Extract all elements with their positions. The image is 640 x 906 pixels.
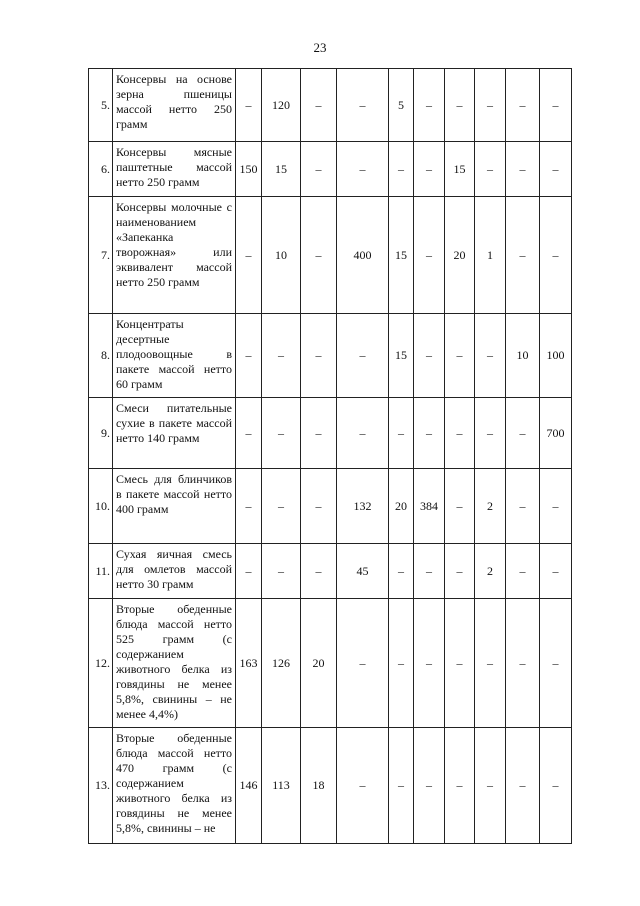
value-cell: – [475,728,506,844]
row-number: 11. [89,544,113,599]
value-cell: – [337,398,389,469]
value-cell: 15 [389,197,414,314]
value-cell: 2 [475,544,506,599]
value-cell: – [337,728,389,844]
value-cell: 132 [337,469,389,544]
value-cell: – [389,544,414,599]
value-cell: – [414,728,445,844]
value-cell: 120 [262,69,301,142]
value-cell: – [236,398,262,469]
value-cell: – [506,69,540,142]
value-cell: 20 [445,197,475,314]
value-cell: 700 [540,398,572,469]
value-cell: – [506,197,540,314]
row-number: 7. [89,197,113,314]
value-cell: – [414,398,445,469]
value-cell: – [445,69,475,142]
product-name: Консервы молочные с наименованием «Запеканка творожная» или эквивалент массой нетто 250 грамм [113,197,236,314]
product-name: Сухая яичная смесь для омлетов массой нетто 30 грамм [113,544,236,599]
table-row [89,69,572,142]
value-cell: 15 [445,142,475,197]
value-cell: 15 [389,314,414,398]
product-name: Вторые обеденные блюда массой нетто 525 грамм (с содержанием животного белка из говядины не менее 5,8%, свинины – не менее 4,4%) [113,599,236,728]
product-name: Консервы мясные паштетные массой нетто 250 грамм [113,142,236,197]
value-cell: – [414,197,445,314]
value-cell: – [414,69,445,142]
value-cell: – [337,314,389,398]
value-cell: – [337,142,389,197]
value-cell: – [506,398,540,469]
value-cell: – [389,142,414,197]
table-row [89,599,572,728]
value-cell: – [236,69,262,142]
row-number: 12. [89,599,113,728]
value-cell: 150 [236,142,262,197]
value-cell: – [445,469,475,544]
value-cell: – [301,142,337,197]
row-number: 8. [89,314,113,398]
value-cell: – [236,314,262,398]
ration-table [88,68,572,844]
value-cell: – [506,728,540,844]
page-number: 23 [313,40,327,55]
table-row [89,142,572,197]
value-cell: 10 [506,314,540,398]
value-cell: – [301,544,337,599]
table-row [89,314,572,398]
value-cell: – [414,142,445,197]
value-cell: – [301,69,337,142]
value-cell: – [389,599,414,728]
value-cell: – [301,398,337,469]
value-cell: – [337,599,389,728]
value-cell: – [337,69,389,142]
value-cell: – [414,314,445,398]
row-number: 10. [89,469,113,544]
value-cell: – [506,142,540,197]
value-cell: 384 [414,469,445,544]
product-name: Консервы на основе зерна пшеницы массой нетто 250 грамм [113,69,236,142]
product-name: Концентраты десертные плодоовощные в пакете массой нетто 60 грамм [113,314,236,398]
table-row [89,728,572,844]
value-cell: – [475,314,506,398]
value-cell: – [540,728,572,844]
value-cell: – [445,398,475,469]
value-cell: 100 [540,314,572,398]
value-cell: – [475,69,506,142]
value-cell: 163 [236,599,262,728]
product-name: Вторые обеденные блюда массой нетто 470 грамм (с содержанием животного белка из говядины не менее 5,8%, свинины – не [113,728,236,844]
value-cell: – [475,398,506,469]
row-number: 5. [89,69,113,142]
value-cell: – [301,197,337,314]
value-cell: – [540,469,572,544]
value-cell: 45 [337,544,389,599]
value-cell: 400 [337,197,389,314]
row-number: 6. [89,142,113,197]
table-row [89,469,572,544]
value-cell: – [506,599,540,728]
value-cell: – [262,544,301,599]
value-cell: 18 [301,728,337,844]
value-cell: 1 [475,197,506,314]
value-cell: – [389,398,414,469]
value-cell: – [262,398,301,469]
value-cell: – [445,314,475,398]
value-cell: 20 [389,469,414,544]
row-number: 9. [89,398,113,469]
value-cell: 5 [389,69,414,142]
value-cell: – [301,469,337,544]
value-cell: – [506,469,540,544]
value-cell: – [389,728,414,844]
value-cell: – [236,469,262,544]
value-cell: – [236,197,262,314]
value-cell: 15 [262,142,301,197]
value-cell: – [540,142,572,197]
value-cell: 113 [262,728,301,844]
value-cell: – [540,197,572,314]
value-cell: 126 [262,599,301,728]
value-cell: – [506,544,540,599]
value-cell: – [236,544,262,599]
value-cell: – [445,599,475,728]
row-number: 13. [89,728,113,844]
value-cell: – [540,69,572,142]
value-cell: 10 [262,197,301,314]
value-cell: – [262,314,301,398]
table-row [89,544,572,599]
product-name: Смеси питательные сухие в пакете массой нетто 140 грамм [113,398,236,469]
value-cell: – [414,544,445,599]
value-cell: – [475,599,506,728]
product-name: Смесь для блинчиков в пакете массой нетто 400 грамм [113,469,236,544]
value-cell: – [540,544,572,599]
value-cell: – [301,314,337,398]
table-row [89,197,572,314]
value-cell: – [445,544,475,599]
value-cell: 146 [236,728,262,844]
value-cell: 20 [301,599,337,728]
table-row [89,398,572,469]
value-cell: 2 [475,469,506,544]
value-cell: – [475,142,506,197]
value-cell: – [540,599,572,728]
value-cell: – [262,469,301,544]
value-cell: – [414,599,445,728]
value-cell: – [445,728,475,844]
